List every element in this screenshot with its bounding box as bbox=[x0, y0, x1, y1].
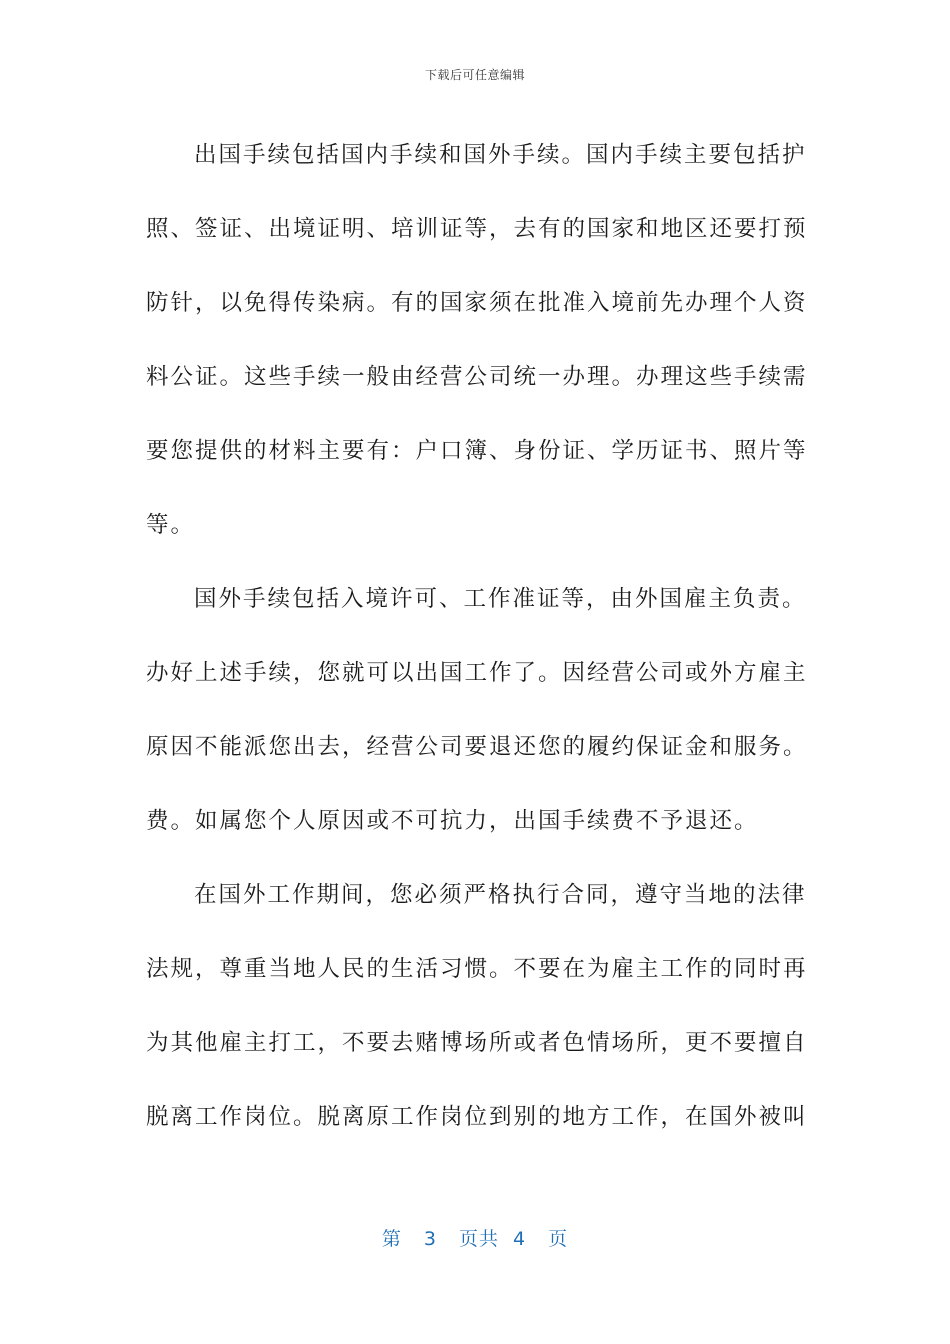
paragraph-line: 防针，以免得传染病。有的国家须在批准入境前先办理个人资 bbox=[146, 290, 808, 316]
paragraph-line: 等。 bbox=[146, 512, 196, 538]
paragraph-3 bbox=[146, 858, 808, 1154]
paragraph-line: 照、签证、出境证明、培训证等，去有的国家和地区还要打预 bbox=[146, 216, 808, 242]
footer-suffix: 页 bbox=[548, 1228, 569, 1250]
paragraph-line: 原因不能派您出去，经营公司要退还您的履约保证金和服务。 bbox=[146, 734, 808, 760]
footer-middle: 页共 bbox=[458, 1228, 499, 1250]
paragraph-line: 法规，尊重当地人民的生活习惯。不要在为雇主工作的同时再 bbox=[146, 956, 808, 982]
paragraph-line: 费。如属您个人原因或不可抗力，出国手续费不予退还。 bbox=[146, 808, 759, 834]
page-header-note: 下载后可任意编辑 bbox=[424, 68, 525, 82]
footer-current-page: 3 bbox=[423, 1228, 437, 1250]
footer-total-pages: 4 bbox=[513, 1228, 527, 1250]
paragraph-line: 为其他雇主打工，不要去赌博场所或者色情场所，更不要擅自 bbox=[146, 1030, 808, 1056]
document-body bbox=[146, 118, 808, 1154]
paragraph-line: 要您提供的材料主要有：户口簿、身份证、学历证书、照片等 bbox=[146, 438, 808, 464]
paragraph-line: 料公证。这些手续一般由经营公司统一办理。办理这些手续需 bbox=[146, 364, 808, 390]
page-footer bbox=[0, 1224, 950, 1251]
paragraph-line: 国外手续包括入境许可、工作准证等，由外国雇主负责。 bbox=[194, 586, 807, 612]
footer-prefix: 第 bbox=[381, 1228, 402, 1250]
paragraph-line: 办好上述手续，您就可以出国工作了。因经营公司或外方雇主 bbox=[146, 660, 808, 686]
paragraph-line: 在国外工作期间，您必须严格执行合同，遵守当地的法律 bbox=[194, 882, 807, 908]
paragraph-2 bbox=[146, 562, 808, 858]
paragraph-line: 出国手续包括国内手续和国外手续。国内手续主要包括护 bbox=[194, 142, 807, 168]
paragraph-line: 脱离工作岗位。脱离原工作岗位到别的地方工作，在国外被叫 bbox=[146, 1104, 808, 1130]
paragraph-1 bbox=[146, 118, 808, 562]
